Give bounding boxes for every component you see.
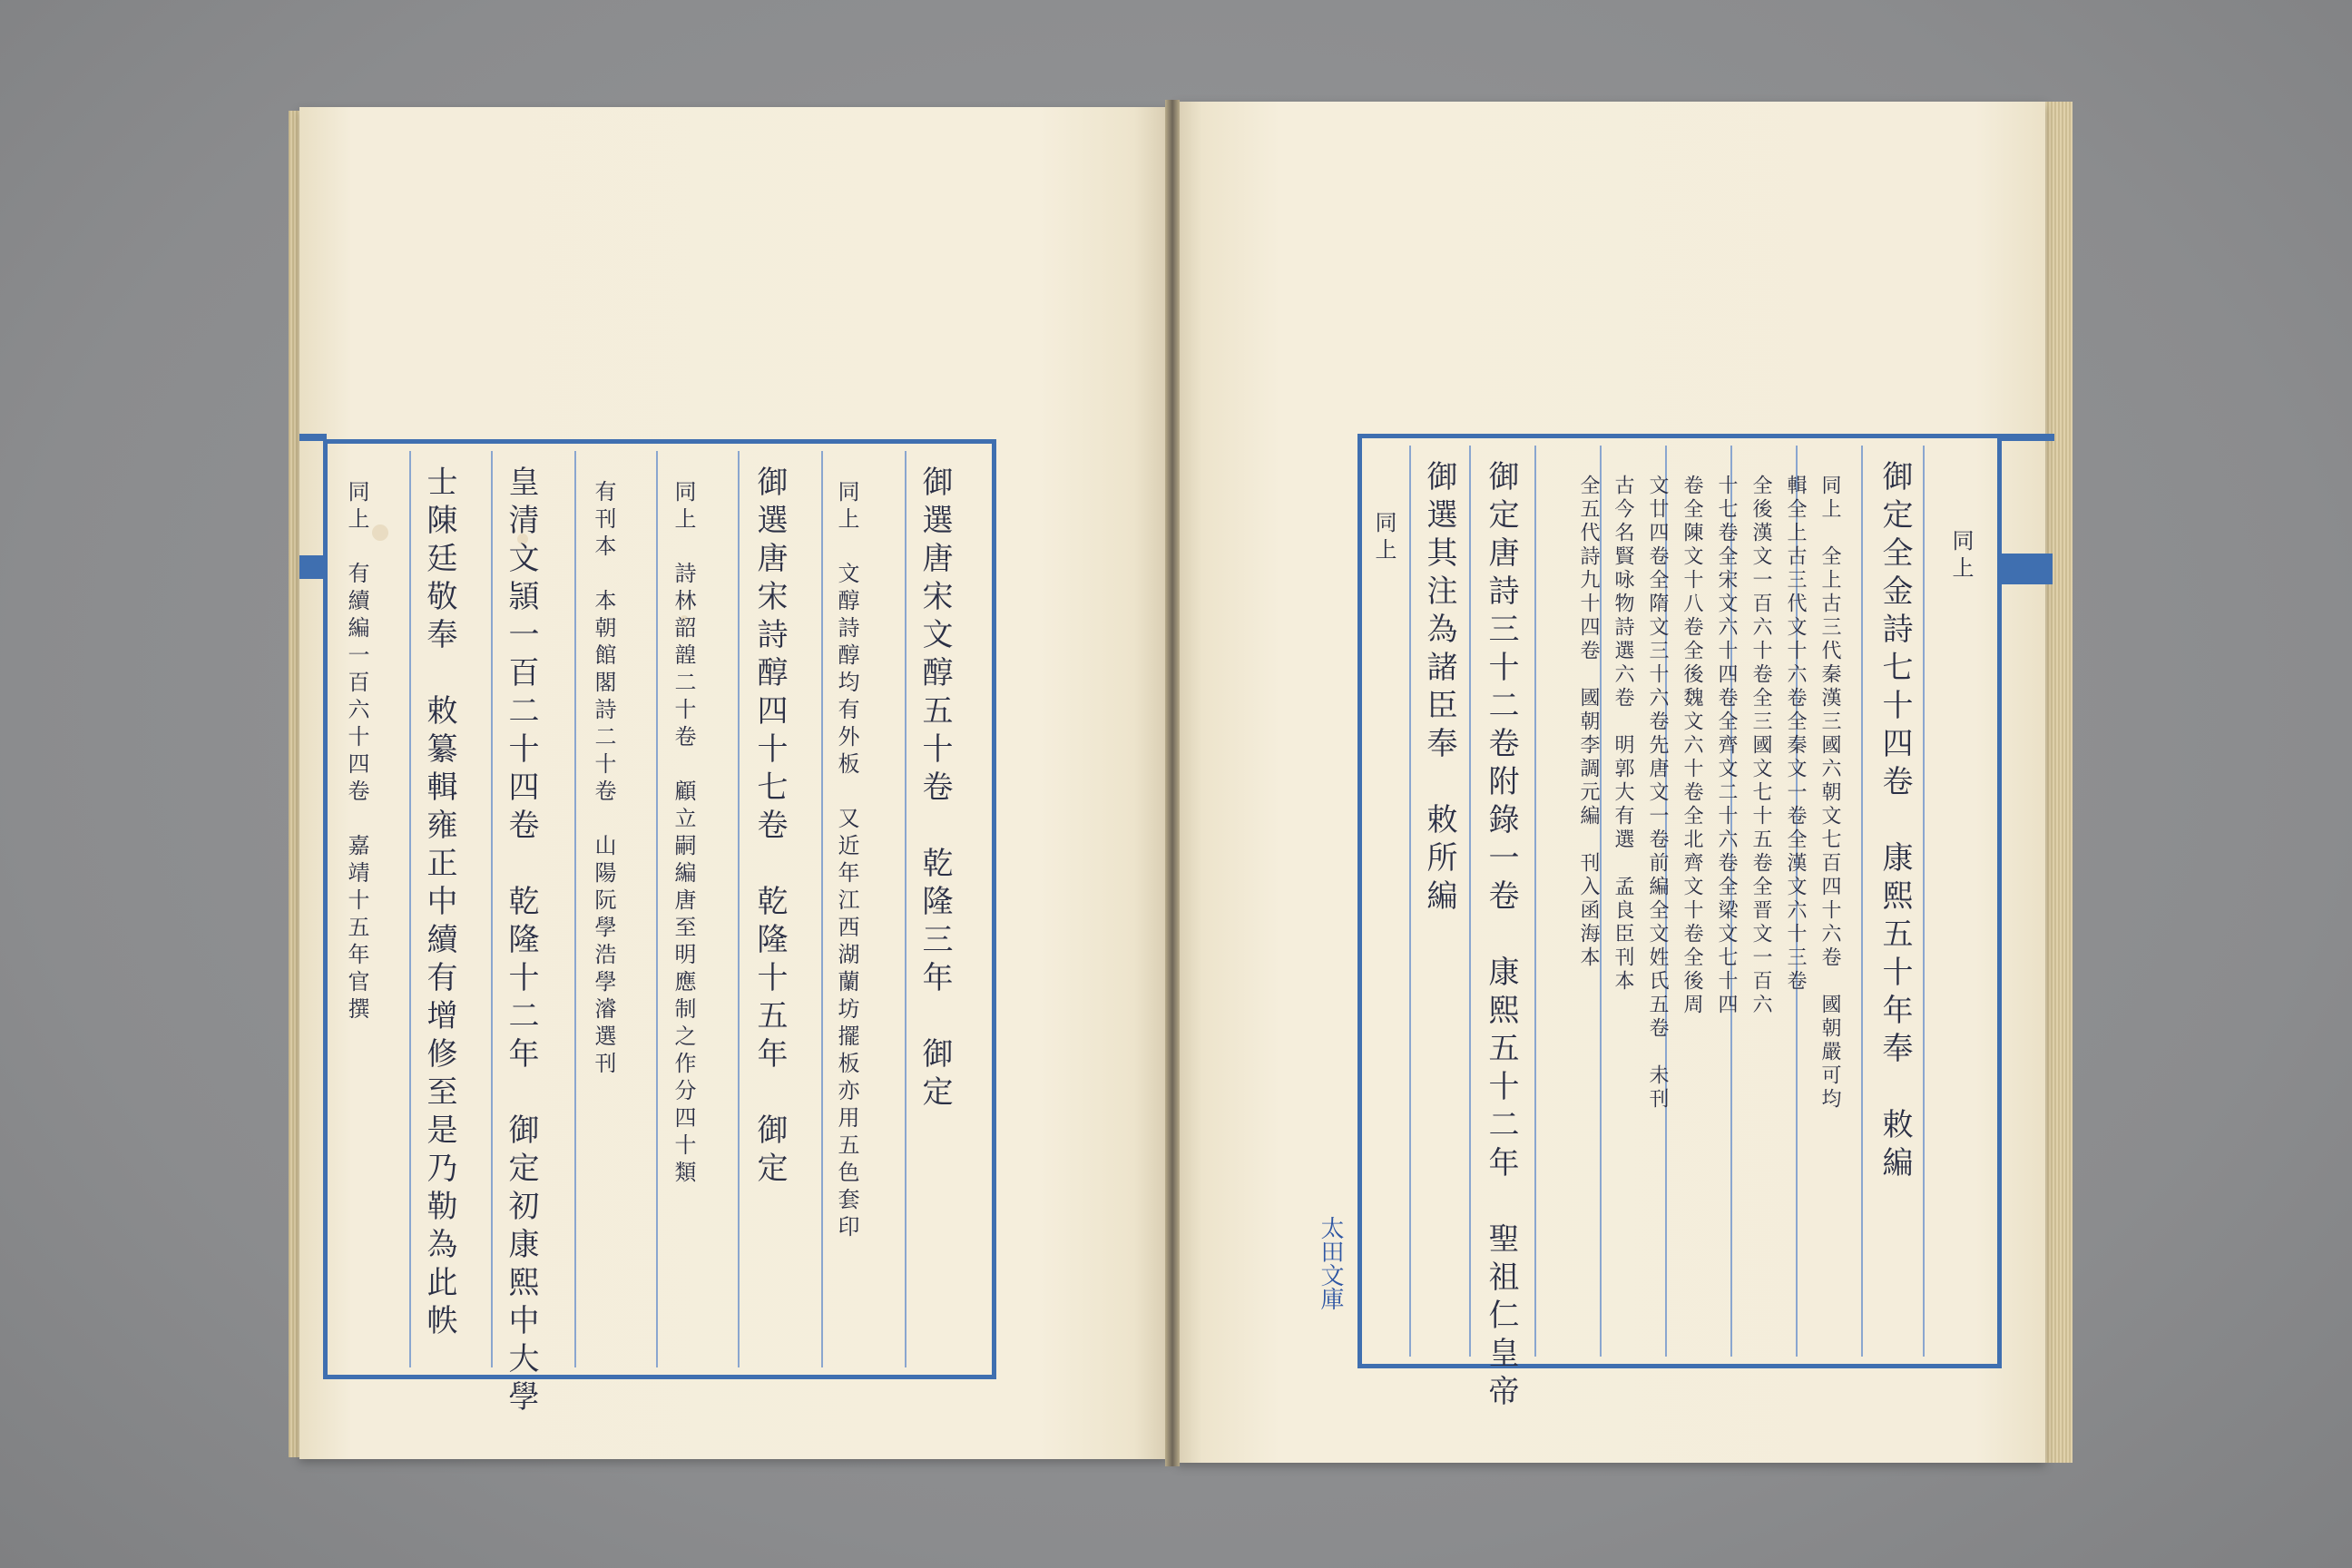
column-rule — [409, 451, 411, 1367]
text-column: 御定唐詩三十二卷附錄一卷 康熙五十二年 聖祖仁皇帝 — [1483, 460, 1519, 1413]
text-column: 輯全上古三代文十六卷全秦文一卷全漢文六十三卷 — [1784, 475, 1807, 994]
text-column: 同上 有續編一百六十四卷 嘉靖十五年官撰 — [344, 480, 369, 1024]
right-text-frame — [1357, 434, 2002, 1413]
text-column: 全後漢文一百六十卷全三國文七十五卷全晋文一百六 — [1749, 475, 1772, 1017]
text-column: 御選唐宋詩醇四十七卷 乾隆十五年 御定 — [751, 466, 788, 1190]
column-rule — [905, 451, 906, 1367]
text-column: 古今名賢咏物詩選六卷 明郭大有選 孟良臣刊本 — [1612, 475, 1634, 994]
column-rule — [1861, 446, 1863, 1357]
binding-thread — [2000, 434, 2054, 441]
column-rule — [1600, 446, 1602, 1357]
text-column: 有刊本 本朝館閣詩二十卷 山陽阮學浩學濬選刊 — [591, 480, 616, 1079]
column-rule — [738, 451, 740, 1367]
column-rule — [491, 451, 493, 1367]
text-column: 全五代詩九十四卷 國朝李調元編 刊入函海本 — [1577, 475, 1600, 970]
text-column: 同上 詩林韶韹二十卷 顧立嗣編唐至明應制之作分四十類 — [671, 480, 696, 1188]
text-column: 文廿四卷全隋文三十六卷先唐文一卷前編全文姓氏五卷 未刊 — [1646, 475, 1669, 1112]
column-rule — [1534, 446, 1536, 1357]
text-column: 御選唐宋文醇五十卷 乾隆三年 御定 — [916, 466, 953, 1113]
column-rule — [821, 451, 823, 1367]
column-rule — [1469, 446, 1471, 1357]
text-column: 皇清文頴一百二十四卷 乾隆十二年 御定初康熙中大學 — [503, 466, 539, 1418]
text-column: 同上 全上古三代秦漢三國六朝文七百四十六卷 國朝嚴可均 — [1818, 475, 1841, 1112]
text-column: 同上 文醇詩醇均有外板 又近年江西湖蘭坊擺板亦用五色套印 — [834, 480, 859, 1242]
library-stamp: 太田文庫 — [1317, 1216, 1344, 1310]
book-gutter — [1165, 100, 1180, 1466]
binding-tab — [299, 555, 325, 579]
text-column: 御選其注為諸臣奉 敕所編 — [1421, 460, 1457, 917]
text-column: 士陳廷敬奉 敕纂輯雍正中續有增修至是乃勒為此帙 — [421, 466, 457, 1342]
column-rule — [1409, 446, 1411, 1357]
text-column: 御定全金詩七十四卷 康熙五十年奉 敕編 — [1877, 460, 1913, 1184]
text-column: 同上 — [1371, 511, 1396, 565]
text-column: 卷全陳文十八卷全後魏文六十卷全北齊文十卷全後周 — [1681, 475, 1703, 1017]
column-rule — [656, 451, 658, 1367]
column-rule — [1923, 446, 1925, 1357]
text-column: 同上 — [1948, 529, 1974, 583]
column-rule — [574, 451, 576, 1367]
binding-tab — [2002, 554, 2053, 584]
text-column: 十七卷全宋文六十四卷全齊文二十六卷全梁文七十四 — [1715, 475, 1738, 1017]
left-text-frame — [323, 439, 996, 1418]
